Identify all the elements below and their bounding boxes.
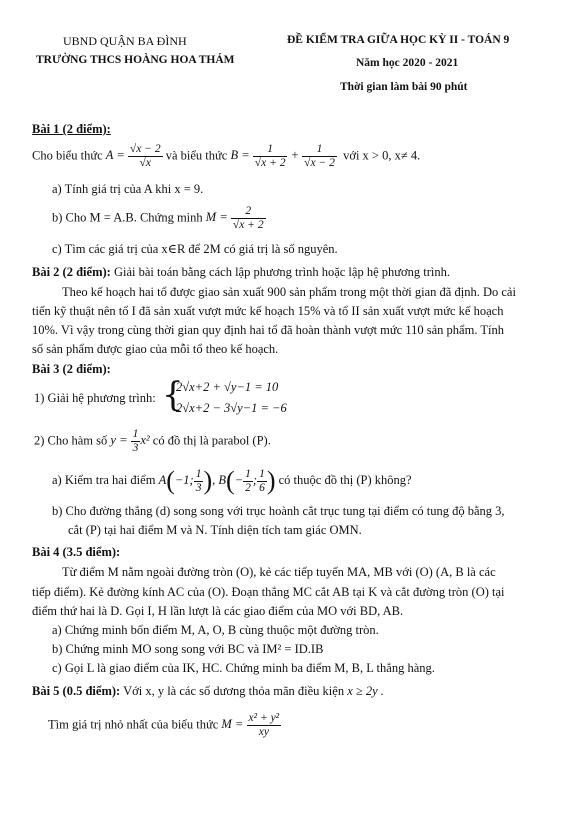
parabol-function: y = $\frac{1}{3}$ x² xyxy=(110,428,153,454)
bai1-part-a: a) Tính giá trị của A khi x = 9. xyxy=(52,182,204,196)
point-b: B(− $\frac{1}{2}$ ; $\frac{1}{6}$ ) xyxy=(218,466,276,495)
bai2-para-line4: số sản phẩm được giao của mỗi tổ theo kế hoạch. xyxy=(32,342,279,356)
school-district: UBND QUẬN BA ĐÌNH xyxy=(63,34,187,48)
exam-duration: Thời gian làm bài 90 phút xyxy=(340,81,468,93)
bai1-part-b-text: b) Cho M = A.B. Chứng minh xyxy=(52,210,203,225)
bai1-condition: với x > 0, x≠ 4. xyxy=(343,148,421,163)
bai2-para-line2: tiến kỹ thuật nên tổ I đã sản xuất vượt mức kế hoạch 15% và tổ II sản xuất vượt mức kế hoạch xyxy=(32,304,504,318)
bai5-question xyxy=(48,712,281,739)
bai1-part-c: c) Tìm các giá trị của x∈R để 2M có giá trị là số nguyên. xyxy=(52,242,338,256)
expr-b: B = $\frac{1}{√x + 2}$ + $\frac{1}{√x - 2}$ xyxy=(230,143,335,169)
bai4-part-c: c) Gọi L là giao điểm của IK, HC. Chứng minh ba điểm M, B, L thẳng hàng. xyxy=(52,661,435,675)
expr-m: M = $\frac{2}{√x + 2}$ xyxy=(205,205,264,231)
bai3-q2-post: có đồ thị là parabol (P). xyxy=(152,433,271,448)
bai3-q2-pre: 2) Cho hàm số xyxy=(34,433,108,448)
bai3-part-a xyxy=(52,466,412,496)
school-year: Năm học 2020 - 2021 xyxy=(356,57,459,69)
bai1-intro-mid: và biểu thức xyxy=(165,148,228,163)
bai3-q1-text: 1) Giải hệ phương trình: xyxy=(34,391,156,405)
bai3-part-a-post: có thuộc đồ thị (P) không? xyxy=(278,472,412,487)
bai3-part-b-line2: cắt (P) tại hai điểm M và N. Tính diện tích tam giác OMN. xyxy=(68,523,362,537)
system-eq1: 2√x+2 + √y−1 = 10 xyxy=(176,380,279,394)
bai5-question-text: Tìm giá trị nhỏ nhất của biểu thức xyxy=(48,717,219,732)
bai4-part-a: a) Chứng minh bốn điểm M, A, O, B cùng thuộc một đường tròn. xyxy=(52,623,379,637)
bai3-title: Bài 3 (2 điểm): xyxy=(32,362,111,376)
school-name: TRƯỜNG THCS HOÀNG HOA THÁM xyxy=(36,54,235,66)
bai4-para-line3: điểm thứ hai là D. Gọi I, H lần lượt là các giao điểm của MO với BD, AB. xyxy=(32,604,404,618)
bai3-part-a-pre: a) Kiểm tra hai điểm xyxy=(52,472,156,487)
bai5-title-rest: Với x, y là các số dương thỏa mãn điều kiện xyxy=(123,684,345,698)
bai5-heading xyxy=(32,684,384,699)
bai3-q2 xyxy=(34,428,271,455)
bai3-part-b-line1: b) Cho đường thẳng (d) song song với trục hoành cắt trục tung tại điểm có tung độ bằng 3, xyxy=(52,504,505,518)
system-eq2: 2√x+2 − 3√y−1 = −6 xyxy=(176,401,287,415)
bai1-intro xyxy=(32,143,420,170)
bai2-title: Bài 2 (2 điểm): xyxy=(32,265,111,279)
bai1-part-b xyxy=(52,205,266,232)
exam-title: ĐỀ KIỂM TRA GIỮA HỌC KỲ II - TOÁN 9 xyxy=(287,34,510,46)
bai4-para-line1: Từ điểm M nằm ngoài đường tròn (O), kẻ các tiếp tuyến MA, MB với (O) (A, B là các xyxy=(62,565,496,579)
bai1-title: Bài 1 (2 điểm): xyxy=(32,122,111,136)
point-a: A(−1; $\frac{1}{3}$ ), xyxy=(158,466,216,495)
bai2-title-rest: Giải bài toán bằng cách lập phương trình hoặc lập hệ phương trình. xyxy=(113,265,450,279)
system-brace: { xyxy=(162,375,184,415)
bai4-part-b: b) Chứng minh MO song song với BC và IM² = ID.IB xyxy=(52,642,324,656)
bai5-title: Bài 5 (0.5 điểm): xyxy=(32,684,121,698)
bai1-intro-pre: Cho biểu thức xyxy=(32,148,103,163)
bai2-heading xyxy=(32,265,450,280)
bai2-para-line3: 10%. Vì vậy trong cùng thời gian quy định hai tổ đã hoàn thành vượt mức 110 sản phẩm. Tính xyxy=(32,323,504,337)
bai4-para-line2: tiếp điểm). Kẻ đường kính AC của (O). Đoạn thẳng MC cắt AB tại K và cắt đường tròn (O) tại xyxy=(32,585,505,599)
bai5-condition: x ≥ 2y . xyxy=(347,684,384,698)
bai4-title: Bài 4 (3.5 điểm): xyxy=(32,545,121,559)
bai2-para-line1: Theo kế hoạch hai tổ được giao sản xuất 900 sản phẩm trong một thời gian đã định. Do cải xyxy=(62,285,516,299)
expr-minimize: M = $\frac{\text{x² + y²}}{xy}$ xyxy=(221,712,280,738)
expr-a: A = $\frac{√x - 2}{√x}$ xyxy=(105,143,161,169)
